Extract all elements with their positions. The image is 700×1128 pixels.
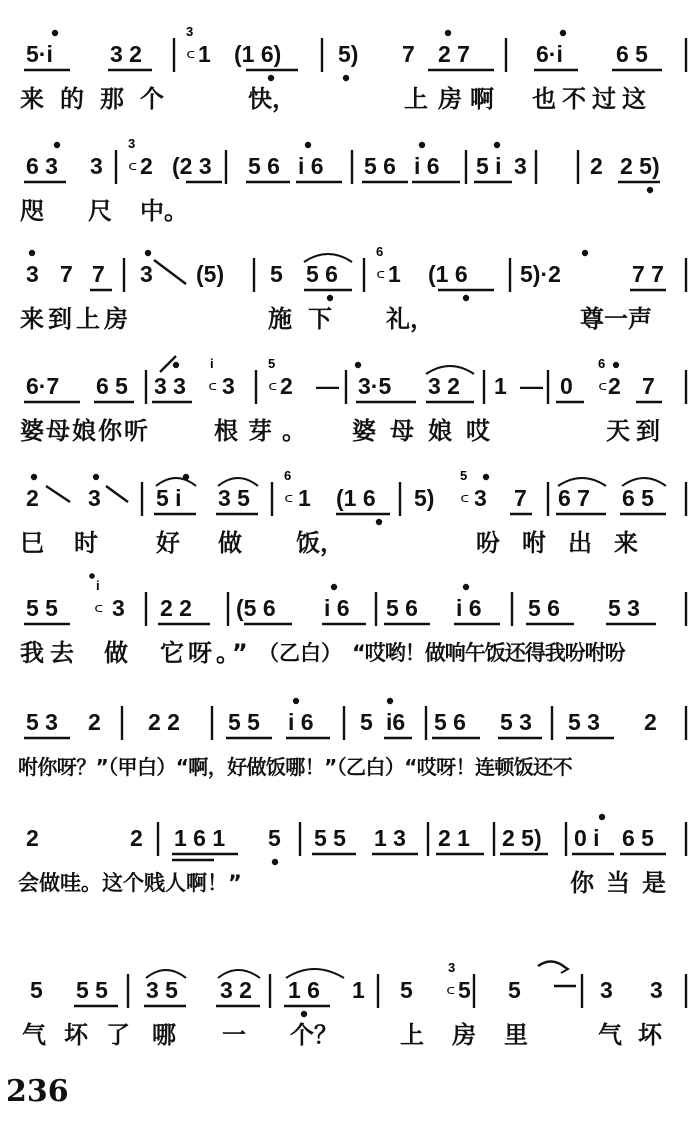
note-group: 2 [644,709,657,735]
lyric: 尊一声 [580,305,652,333]
lyric: 吩咐出来 [476,529,660,557]
lyrics-line [0,868,700,902]
note-group: 3 3 [154,373,186,399]
note-group: 6 7 [558,485,590,511]
notation-line [0,240,700,300]
note-group: 7 [514,485,527,511]
note-group: 3 5 [146,977,178,1003]
lyric: 施下 [268,305,348,333]
note-group: 5 [458,977,471,1003]
lyric: 咫 [20,197,44,225]
note-group: 2 [590,153,603,179]
note-group: 3 [600,977,613,1003]
tone-mark: 1 [298,485,311,511]
note-group: 2 5) [502,825,542,851]
lyric: 做 [104,639,128,667]
tone-mark: 1 [198,41,211,67]
lyric: 我去 [20,639,80,667]
tone-mark: 2 [140,153,153,179]
lyric: 也不过这 [532,85,652,113]
note-group: — [316,373,339,399]
svg-text:6: 6 [598,356,606,371]
notation-line [0,688,700,748]
note-group: 1 [494,373,507,399]
note-group: 7 [60,261,73,287]
note-group: 6 5 [622,485,654,511]
note-group: 3 2 [428,373,460,399]
note-group: 6 5 [616,41,648,67]
notation-line [0,804,700,864]
lyric: 天到 [606,417,666,445]
page-number: 236 [6,1074,69,1109]
note-group: 2 [130,825,143,851]
lyric: 气坏 [598,1021,678,1049]
note-group: 5 5 [228,709,260,735]
note-group: i 6 [456,595,482,621]
note-group: 2 [88,709,101,735]
note-group: 7 [92,261,105,287]
lyric: 来的那个 [20,85,180,113]
note-group: (2 3 [172,153,212,179]
svg-text:i: i [210,356,214,371]
note-group: 5 [268,825,281,851]
note-group: 5 [508,977,521,1003]
note-group: 2 5) [620,153,660,179]
note-group: 5 [270,261,283,287]
lyric: “哎哟！做响午饭还得我吩咐吩 [352,641,625,665]
note-group: 1 [352,977,365,1003]
note-group: 6 5 [622,825,654,851]
note-group: 2 [26,485,39,511]
note-group: 2 [608,373,621,399]
lyric: 中。 [140,197,188,225]
note-group: 7 [402,41,415,67]
note-group: 5 6 [434,709,466,735]
note-group: 3 [140,261,153,287]
svg-text:ᒼ: ᒼ [460,492,470,513]
lyrics-line [0,304,700,338]
note-group: 5) [414,485,435,511]
note-group: — [520,373,543,399]
note-group: 5·i [26,41,53,67]
lyric: （乙白） [258,641,342,665]
note-group: 5 5 [26,595,58,621]
lyric: 婆母娘你听 [20,417,150,445]
note-group: 3 [26,261,39,287]
note-group: 5 6 [386,595,418,621]
note-group: 5)·2 [520,261,561,287]
note-group: 6·7 [26,373,60,399]
svg-text:3: 3 [186,24,194,39]
note-group: 5 6 [364,153,396,179]
lyric: 快， [248,85,296,113]
notation-line [0,352,700,412]
svg-text:ᒼ: ᒼ [446,984,456,1005]
svg-text:6: 6 [376,244,384,259]
lyric: 你当是 [570,869,678,897]
lyrics-line [0,528,700,562]
lyrics-line [0,196,700,230]
note-group: 3 [88,485,101,511]
lyric: 做 [218,529,242,557]
note-group: 1 3 [374,825,406,851]
note-group: 1 6 1 [174,825,226,851]
note-group: 3·5 [358,373,392,399]
notation-line [0,956,700,1016]
svg-text:ᒼ: ᒼ [186,48,196,69]
lyric: 好 [156,529,180,557]
lyrics-line [0,84,700,118]
note-group: 1 6 [288,977,320,1003]
lyrics-line [0,416,700,450]
svg-text:3: 3 [448,960,456,975]
note-group: 5) [338,41,359,67]
note-group: 3 [474,485,487,511]
lyric: 哪 [152,1021,176,1049]
note-group: 5 i [156,485,182,511]
notation-line [0,464,700,524]
note-group: 2 2 [160,595,192,621]
svg-text:5: 5 [268,356,276,371]
note-group: 5 i [476,153,502,179]
note-group: i 6 [414,153,440,179]
lyric: 婆母娘哎 [352,417,504,445]
svg-text:3: 3 [128,136,136,151]
note-group: 3 [90,153,103,179]
note-group: i 6 [288,709,314,735]
note-group: 3 [514,153,527,179]
lyric: 咐你呀？”（甲白）“啊，好做饭哪！”（乙白）“哎呀！连顿饭还不 [18,755,572,779]
lyric: 巳时 [20,529,128,557]
note-group: 2 [26,825,39,851]
lyric: 一 [222,1021,246,1049]
lyric: 尺 [88,197,112,225]
note-group: 3 [650,977,663,1003]
note-group: 3 2 [110,41,142,67]
svg-text:6: 6 [284,468,292,483]
note-group: 5 6 [528,595,560,621]
note-group: (5) [196,261,225,287]
note-group: 5 [360,709,373,735]
barlines-and-marks [0,240,700,300]
note-group: 3 5 [218,485,250,511]
note-group: 0 [560,373,573,399]
note-group: (1 6 [336,485,376,511]
lyrics-line [0,1020,700,1054]
svg-text:5: 5 [460,468,468,483]
svg-text:ᒼ: ᒼ [208,380,218,401]
note-group: 5 3 [608,595,640,621]
notation-line [0,132,700,192]
lyric: 会做哇。这个贱人啊！” [18,871,242,895]
note-group: 5 [400,977,413,1003]
note-group: 5 6 [306,261,338,287]
barlines-and-marks [0,574,700,634]
note-group: 5 3 [568,709,600,735]
notation-line [0,574,700,634]
lyric: 来到上房 [20,305,132,333]
lyric: 上房里 [400,1021,556,1049]
note-group: (1 6 [428,261,468,287]
note-group: 2 7 [438,41,470,67]
lyric: 个？ [290,1021,338,1049]
svg-text:i: i [96,578,100,593]
note-group: 5 3 [26,709,58,735]
svg-text:ᒼ: ᒼ [284,492,294,513]
lyrics-line [0,752,700,786]
note-group: 2 [280,373,293,399]
notation-line [0,20,700,80]
note-group: 0 i [574,825,600,851]
svg-text:ᒼ: ᒼ [94,602,104,623]
note-group: 6·i [536,41,563,67]
lyric: 气坏了 [22,1021,148,1049]
lyric: 饭， [296,529,344,557]
svg-text:ᒼ: ᒼ [128,160,138,181]
lyric: 根芽。 [214,417,316,445]
lyric: 房啊 [438,85,502,113]
note-group: 6 5 [96,373,128,399]
note-group: 5 [30,977,43,1003]
note-group: 3 2 [220,977,252,1003]
svg-text:ᒼ: ᒼ [598,380,608,401]
lyric: 礼， [386,305,434,333]
note-group: 3 [112,595,125,621]
note-group: (5 6 [236,595,276,621]
note-group: 5 3 [500,709,532,735]
note-group: 5 5 [76,977,108,1003]
svg-text:ᒼ: ᒼ [376,268,386,289]
svg-text:ᒼ: ᒼ [268,380,278,401]
note-group: 2 2 [148,709,180,735]
lyric: 它呀。” [160,639,252,667]
lyric: 上 [404,85,428,113]
note-group: 7 7 [632,261,664,287]
note-group: 3 [222,373,235,399]
lyrics-line [0,638,700,672]
note-group: (1 6) [234,41,282,67]
note-group: i 6 [324,595,350,621]
note-group: 5 6 [248,153,280,179]
note-group: 6 3 [26,153,58,179]
note-group: i 6 [298,153,324,179]
note-group: 2 1 [438,825,470,851]
note-group: 5 5 [314,825,346,851]
tone-mark: 1 [388,261,401,287]
note-group: 7 [642,373,655,399]
note-group: i6 [386,709,406,735]
